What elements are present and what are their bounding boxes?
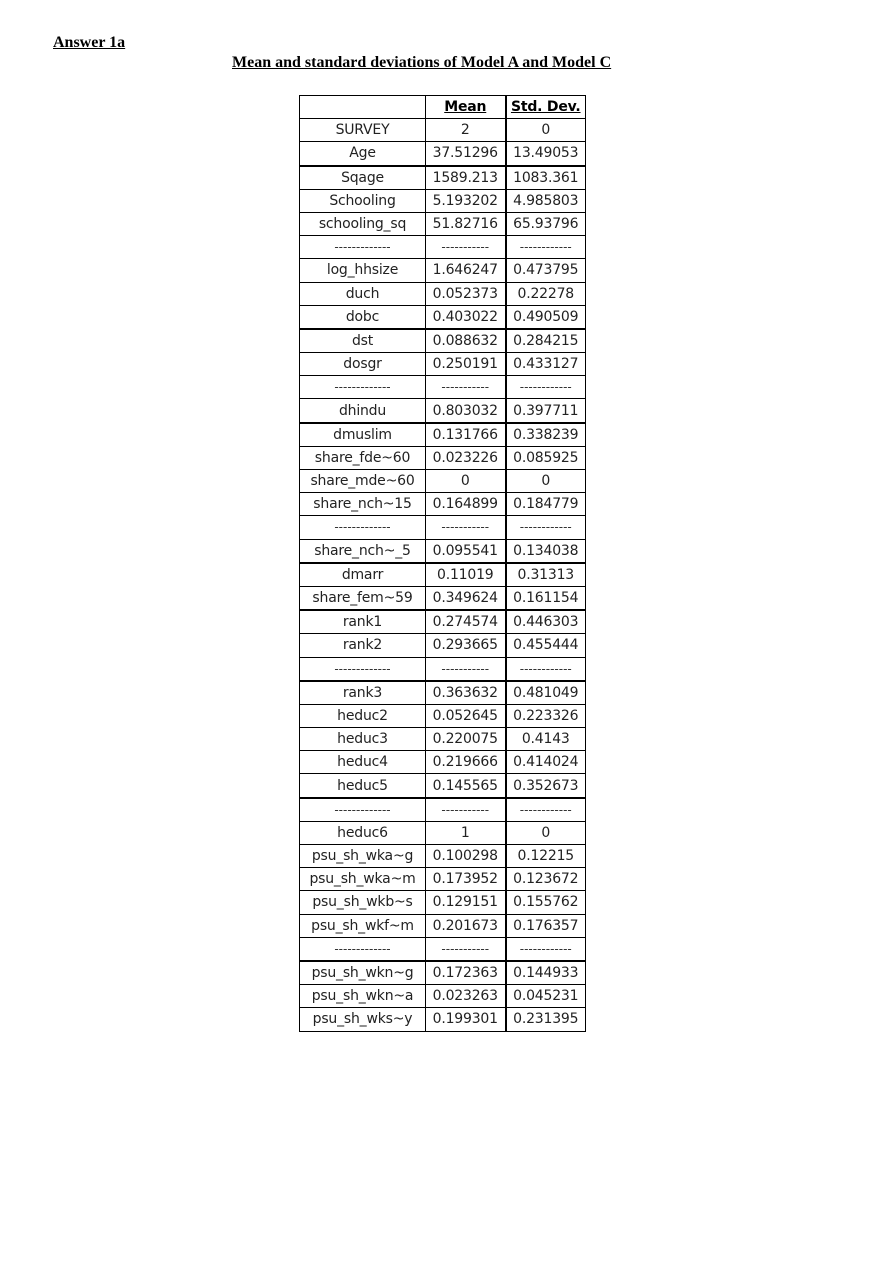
cell-variable: duch bbox=[300, 282, 426, 305]
cell-variable: share_nch~15 bbox=[300, 493, 426, 516]
cell-mean: 5.193202 bbox=[426, 189, 506, 212]
cell-variable: heduc2 bbox=[300, 704, 426, 727]
cell-std-dev: 0.338239 bbox=[506, 423, 586, 447]
cell-std-dev: 0.12215 bbox=[506, 845, 586, 868]
cell-mean: ----------- bbox=[426, 516, 506, 539]
cell-variable: heduc3 bbox=[300, 728, 426, 751]
table-row bbox=[300, 610, 586, 634]
table-row bbox=[300, 914, 586, 937]
cell-std-dev: 0.223326 bbox=[506, 704, 586, 727]
cell-std-dev: 0.134038 bbox=[506, 539, 586, 563]
table-separator-row bbox=[300, 937, 586, 961]
cell-mean: 0 bbox=[426, 470, 506, 493]
cell-variable: heduc5 bbox=[300, 774, 426, 798]
cell-std-dev: 13.49053 bbox=[506, 142, 586, 166]
cell-mean: 0.219666 bbox=[426, 751, 506, 774]
cell-variable: ------------- bbox=[300, 798, 426, 822]
header-mean: Mean bbox=[426, 96, 506, 119]
cell-mean: 0.803032 bbox=[426, 399, 506, 423]
cell-variable: psu_sh_wkn~a bbox=[300, 985, 426, 1008]
table-row bbox=[300, 399, 586, 423]
cell-variable: Schooling bbox=[300, 189, 426, 212]
table-row bbox=[300, 961, 586, 985]
cell-mean: ----------- bbox=[426, 236, 506, 259]
cell-std-dev: 0.31313 bbox=[506, 563, 586, 587]
table-row bbox=[300, 891, 586, 914]
cell-variable: SURVEY bbox=[300, 119, 426, 142]
table-row bbox=[300, 142, 586, 166]
table-row bbox=[300, 821, 586, 844]
cell-mean: 0.023263 bbox=[426, 985, 506, 1008]
cell-mean: 0.131766 bbox=[426, 423, 506, 447]
cell-mean: 0.11019 bbox=[426, 563, 506, 587]
cell-std-dev: 0.144933 bbox=[506, 961, 586, 985]
cell-variable: dst bbox=[300, 329, 426, 353]
cell-variable: rank1 bbox=[300, 610, 426, 634]
cell-mean: ----------- bbox=[426, 937, 506, 961]
cell-variable: ------------- bbox=[300, 937, 426, 961]
table-row bbox=[300, 493, 586, 516]
cell-std-dev: 0 bbox=[506, 119, 586, 142]
cell-std-dev: 0.352673 bbox=[506, 774, 586, 798]
cell-variable: share_fem~59 bbox=[300, 586, 426, 610]
cell-variable: psu_sh_wkf~m bbox=[300, 914, 426, 937]
cell-mean: 0.199301 bbox=[426, 1008, 506, 1031]
cell-std-dev: 0.231395 bbox=[506, 1008, 586, 1031]
cell-std-dev: 1083.361 bbox=[506, 166, 586, 190]
cell-std-dev: 0.123672 bbox=[506, 868, 586, 891]
cell-std-dev: 0.490509 bbox=[506, 305, 586, 329]
cell-mean: 0.095541 bbox=[426, 539, 506, 563]
cell-variable: psu_sh_wka~m bbox=[300, 868, 426, 891]
cell-std-dev: 0.161154 bbox=[506, 586, 586, 610]
cell-variable: share_nch~_5 bbox=[300, 539, 426, 563]
table-row bbox=[300, 868, 586, 891]
cell-variable: rank3 bbox=[300, 681, 426, 705]
cell-variable: Age bbox=[300, 142, 426, 166]
cell-mean: 2 bbox=[426, 119, 506, 142]
cell-mean: 1 bbox=[426, 821, 506, 844]
cell-std-dev: 0 bbox=[506, 470, 586, 493]
cell-std-dev: 0.414024 bbox=[506, 751, 586, 774]
cell-variable: Sqage bbox=[300, 166, 426, 190]
cell-std-dev: 0.455444 bbox=[506, 634, 586, 657]
cell-variable: ------------- bbox=[300, 657, 426, 681]
table-row bbox=[300, 681, 586, 705]
cell-mean: 51.82716 bbox=[426, 212, 506, 235]
cell-variable: psu_sh_wka~g bbox=[300, 845, 426, 868]
table-row bbox=[300, 119, 586, 142]
table-row bbox=[300, 446, 586, 469]
cell-std-dev: 0.397711 bbox=[506, 399, 586, 423]
cell-mean: 0.052645 bbox=[426, 704, 506, 727]
table-row bbox=[300, 563, 586, 587]
cell-variable: dhindu bbox=[300, 399, 426, 423]
cell-std-dev: ------------ bbox=[506, 516, 586, 539]
cell-mean: ----------- bbox=[426, 657, 506, 681]
table-row bbox=[300, 634, 586, 657]
cell-mean: 0.403022 bbox=[426, 305, 506, 329]
table-row bbox=[300, 470, 586, 493]
cell-mean: 0.145565 bbox=[426, 774, 506, 798]
cell-mean: 0.164899 bbox=[426, 493, 506, 516]
cell-variable: share_fde~60 bbox=[300, 446, 426, 469]
table-separator-row bbox=[300, 798, 586, 822]
cell-std-dev: 0.22278 bbox=[506, 282, 586, 305]
document-title: Mean and standard deviations of Model A and Model C bbox=[232, 54, 612, 71]
cell-variable: heduc4 bbox=[300, 751, 426, 774]
table-separator-row bbox=[300, 376, 586, 399]
cell-mean: 0.088632 bbox=[426, 329, 506, 353]
table-header-row bbox=[300, 96, 586, 119]
cell-mean: 0.274574 bbox=[426, 610, 506, 634]
cell-std-dev: 4.985803 bbox=[506, 189, 586, 212]
cell-mean: 0.173952 bbox=[426, 868, 506, 891]
cell-variable: log_hhsize bbox=[300, 259, 426, 282]
cell-std-dev: 0.433127 bbox=[506, 353, 586, 376]
cell-variable: heduc6 bbox=[300, 821, 426, 844]
table-row bbox=[300, 774, 586, 798]
table-row bbox=[300, 704, 586, 727]
cell-std-dev: ------------ bbox=[506, 798, 586, 822]
cell-variable: psu_sh_wks~y bbox=[300, 1008, 426, 1031]
cell-mean: 0.201673 bbox=[426, 914, 506, 937]
cell-std-dev: 0.176357 bbox=[506, 914, 586, 937]
table-row bbox=[300, 305, 586, 329]
cell-std-dev: 0.184779 bbox=[506, 493, 586, 516]
cell-mean: 1589.213 bbox=[426, 166, 506, 190]
table-row bbox=[300, 423, 586, 447]
table-separator-row bbox=[300, 657, 586, 681]
table-row bbox=[300, 353, 586, 376]
cell-mean: 37.51296 bbox=[426, 142, 506, 166]
cell-mean: 0.250191 bbox=[426, 353, 506, 376]
cell-mean: ----------- bbox=[426, 798, 506, 822]
cell-variable: psu_sh_wkb~s bbox=[300, 891, 426, 914]
cell-variable: share_mde~60 bbox=[300, 470, 426, 493]
cell-std-dev: ------------ bbox=[506, 376, 586, 399]
cell-variable: rank2 bbox=[300, 634, 426, 657]
cell-mean: 0.220075 bbox=[426, 728, 506, 751]
cell-std-dev: 0 bbox=[506, 821, 586, 844]
answer-label: Answer 1a bbox=[53, 34, 126, 51]
cell-std-dev: 0.155762 bbox=[506, 891, 586, 914]
table-row bbox=[300, 751, 586, 774]
table-row bbox=[300, 539, 586, 563]
table-row bbox=[300, 1008, 586, 1031]
cell-mean: 0.172363 bbox=[426, 961, 506, 985]
cell-std-dev: 0.045231 bbox=[506, 985, 586, 1008]
cell-mean: 0.023226 bbox=[426, 446, 506, 469]
cell-variable: psu_sh_wkn~g bbox=[300, 961, 426, 985]
cell-variable: schooling_sq bbox=[300, 212, 426, 235]
cell-mean: 0.100298 bbox=[426, 845, 506, 868]
cell-mean: 1.646247 bbox=[426, 259, 506, 282]
cell-variable: ------------- bbox=[300, 376, 426, 399]
cell-std-dev: 0.284215 bbox=[506, 329, 586, 353]
table-separator-row bbox=[300, 516, 586, 539]
table-row bbox=[300, 166, 586, 190]
cell-std-dev: 0.473795 bbox=[506, 259, 586, 282]
cell-mean: 0.129151 bbox=[426, 891, 506, 914]
table-row bbox=[300, 282, 586, 305]
cell-std-dev: ------------ bbox=[506, 657, 586, 681]
table-row bbox=[300, 985, 586, 1008]
cell-std-dev: 0.4143 bbox=[506, 728, 586, 751]
header-std-dev: Std. Dev. bbox=[506, 96, 586, 119]
table-body bbox=[300, 119, 586, 1031]
cell-std-dev: ------------ bbox=[506, 937, 586, 961]
table-row bbox=[300, 259, 586, 282]
table-row bbox=[300, 586, 586, 610]
table-row bbox=[300, 728, 586, 751]
summary-statistics-table bbox=[299, 95, 586, 1032]
cell-std-dev: 65.93796 bbox=[506, 212, 586, 235]
cell-std-dev: 0.446303 bbox=[506, 610, 586, 634]
cell-mean: 0.349624 bbox=[426, 586, 506, 610]
cell-variable: dmarr bbox=[300, 563, 426, 587]
cell-mean: 0.363632 bbox=[426, 681, 506, 705]
cell-variable: dosgr bbox=[300, 353, 426, 376]
table-separator-row bbox=[300, 236, 586, 259]
table-row bbox=[300, 189, 586, 212]
table-row bbox=[300, 212, 586, 235]
table-row bbox=[300, 329, 586, 353]
cell-std-dev: 0.085925 bbox=[506, 446, 586, 469]
cell-variable: dmuslim bbox=[300, 423, 426, 447]
cell-variable: ------------- bbox=[300, 516, 426, 539]
cell-std-dev: 0.481049 bbox=[506, 681, 586, 705]
cell-mean: ----------- bbox=[426, 376, 506, 399]
table-row bbox=[300, 845, 586, 868]
cell-mean: 0.052373 bbox=[426, 282, 506, 305]
cell-std-dev: ------------ bbox=[506, 236, 586, 259]
cell-mean: 0.293665 bbox=[426, 634, 506, 657]
cell-variable: ------------- bbox=[300, 236, 426, 259]
header-variable bbox=[300, 96, 426, 119]
cell-variable: dobc bbox=[300, 305, 426, 329]
